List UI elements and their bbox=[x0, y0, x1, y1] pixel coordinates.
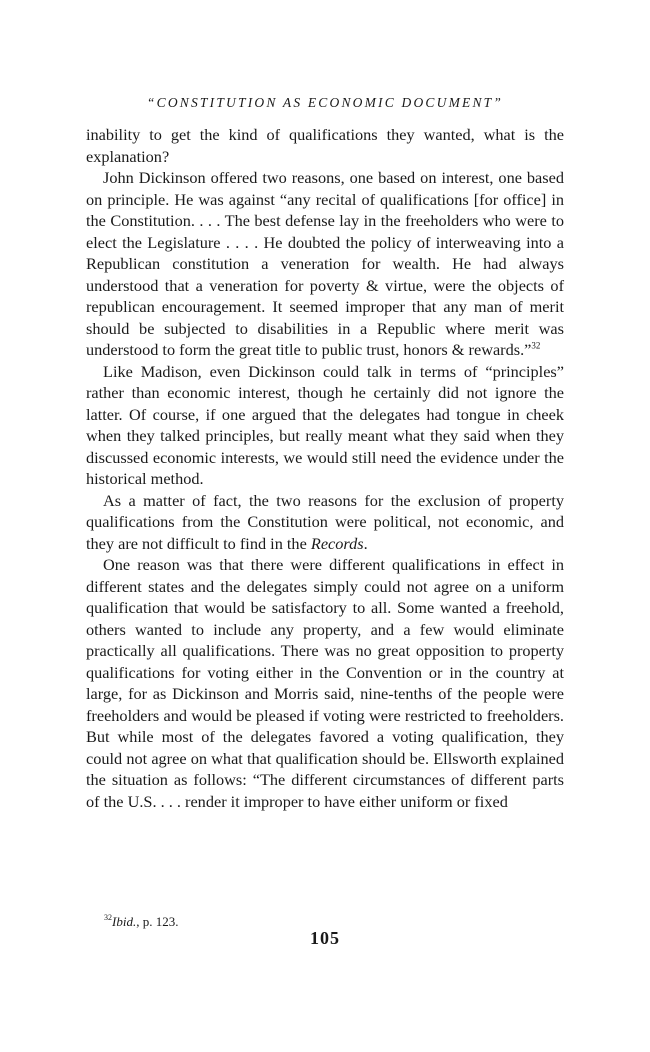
footnote-text: , p. 123. bbox=[136, 914, 179, 929]
paragraph-4-end: . bbox=[363, 533, 368, 553]
records-title: Records bbox=[310, 533, 364, 553]
paragraph-1: inability to get the kind of qualifications they wanted, what is the explanation? bbox=[86, 125, 564, 166]
paragraph-3: Like Madison, even Dickinson could talk in terms of “principles” rather than economic interest, though he certainly did not ignore the latter. Of course, if one argued that the delegates had tongue in cheek when they talked principles, but really meant what they said when they discussed economic interests, we would still need the evidence under the historical method. bbox=[86, 361, 564, 488]
paragraph-5: One reason was that there were different qualifications in effect in different states and the delegates simply could not agree on a uniform qualification that would be satisfactory to all. Some wanted a freehold, others wanted to include any property, and a few would eliminate practically all qualifications. There was no great opposition to property qualifications for voting either in the Convention or in the country at large, for as Dickinson and Morris said, nine-tenths of the people were freeholders and would be pleased if voting were restricted to freeholders. But while most of the delegates favored a voting qualification, they could not agree on what that qualification should be. Ellsworth explained the situation as follows: “The different circumstances of different parts of the U.S. . . . render it improper to have either uniform or fixed bbox=[86, 555, 564, 811]
page-number: 105 bbox=[310, 928, 340, 948]
paragraph-2-text: John Dickinson offered two reasons, one based on interest, one based on principle. He was against “any recital of qualifications [for office] in the Constitution. . . . The best defense lay in the freeholders who were to elect the Legislature . . . . He doubted the policy of interweaving into a Republican constitution a veneration for wealth. He had always understood that a veneration for poverty & virtue, were the objects of republican encouragement. It seemed improper that any man of merit should be subjected to disabilities in a Republic where merit was understood to form the great title to public trust, honors & rewards.” bbox=[86, 168, 564, 359]
running-head: “CONSTITUTION AS ECONOMIC DOCUMENT” bbox=[146, 95, 504, 110]
body-text bbox=[86, 124, 564, 812]
footnote-reference: 32 bbox=[531, 340, 541, 351]
paragraph-4 bbox=[86, 490, 564, 555]
footnote-number: 32 bbox=[104, 913, 112, 922]
footnote-source: Ibid. bbox=[112, 914, 137, 929]
paragraph-4-text: As a matter of fact, the two reasons for the exclusion of property qualifications from the Constitution were political, not economic, and they are not difficult to find in the bbox=[86, 490, 564, 553]
paragraph-2 bbox=[86, 167, 564, 361]
